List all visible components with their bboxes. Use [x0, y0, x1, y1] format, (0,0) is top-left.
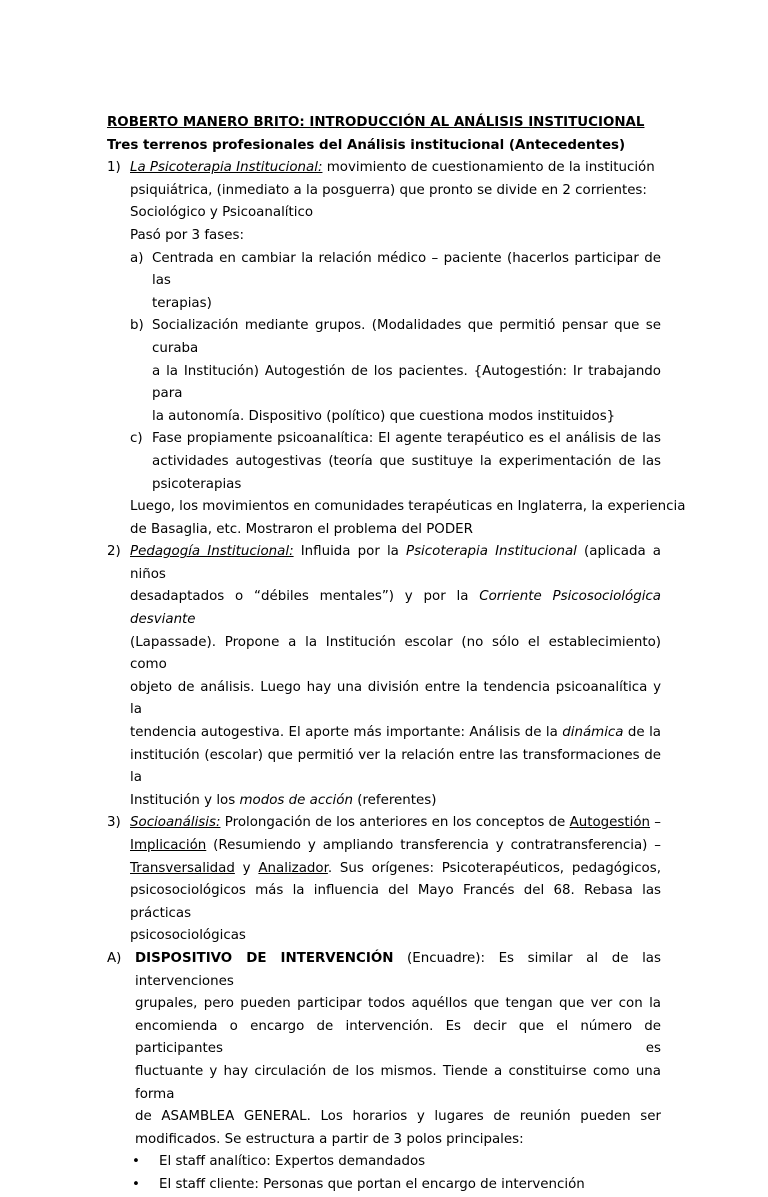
section-a-line-4: fluctuante y hay circulación de los mismos. Tiende a constituirse como una forma [135, 1063, 661, 1102]
section-a-line-5: de ASAMBLEA GENERAL. Los horarios y lugares de reunión pueden ser [135, 1109, 661, 1125]
section-1-conclusion [107, 496, 686, 541]
phase-c-line-2: actividades autogestivas (teoría que sustituye la experimentación de las [152, 453, 661, 469]
bullet-item-1 [107, 1151, 661, 1174]
section-2-line-4: objeto de análisis. Luego hay una división entre la tendencia psicoanalítica y la [130, 679, 661, 718]
section-1-line-4: Pasó por 3 fases: [130, 227, 244, 243]
section-2-line-2: desadaptados o “débiles mentales”) y por la Corriente Psicosociológica desviante [130, 589, 661, 628]
phase-c-line-3: psicoterapias [152, 476, 242, 492]
section-3-line-2: Implicación (Resumiendo y ampliando transferencia y contratransferencia) – [130, 838, 661, 853]
section-1-after-line-2: de Basaglia, etc. Mostraron el problema del PODER [130, 521, 473, 537]
document-title: ROBERTO MANERO BRITO: INTRODUCCIÓN AL ANÁLISIS INSTITUCIONAL [107, 115, 645, 130]
section-2-line-1: Pedagogía Institucional: Influida por la Psicoterapia Institucional (aplicada a niños [130, 544, 661, 582]
document-subtitle: Tres terrenos profesionales del Análisis institucional (Antecedentes) [107, 137, 626, 153]
phase-a-marker: a) [130, 250, 144, 266]
phase-c-line-1: Fase propiamente psicoanalítica: El agente terapéutico es el análisis de las [152, 431, 661, 447]
section-a-line-6: modificados. Se estructura a partir de 3 polos principales: [135, 1131, 524, 1147]
section-2 [107, 541, 661, 812]
phase-c-marker: c) [130, 431, 143, 447]
section-2-number: 2) [107, 544, 121, 560]
section-2-heading: Pedagogía Institucional: [130, 544, 294, 560]
bullet-icon: • [132, 1176, 140, 1192]
phase-a [107, 248, 661, 316]
section-3-line-4: psicosociológicos más la influencia del Mayo Francés del 68. Rebasa las prácticas [130, 883, 661, 921]
section-a-number: A) [107, 950, 122, 966]
phase-b-line-2: a la Institución) Autogestión de los pacientes. {Autogestión: Ir trabajando para [152, 363, 661, 402]
section-3-heading: Socioanálisis: [130, 815, 221, 831]
section-a-heading: DISPOSITIVO DE INTERVENCIÓN [135, 950, 394, 966]
phase-a-line-2: terapias) [152, 295, 212, 311]
bullet-item-2 [107, 1174, 661, 1197]
bullet-icon: • [132, 1154, 140, 1170]
section-1-line-2: psiquiátrica, (inmediato a la posguerra) que pronto se divide en 2 corrientes: [130, 182, 647, 198]
phase-b-line-1: Socialización mediante grupos. (Modalidades que permitió pensar que se curaba [152, 318, 661, 356]
section-3-number: 3) [107, 815, 121, 831]
section-1 [107, 157, 661, 247]
section-a-line-3: encomienda o encargo de intervención. Es decir que el número de participantes es [135, 1018, 661, 1057]
section-1-after-line-1: Luego, los movimientos en comunidades terapéuticas en Inglaterra, la experiencia [130, 499, 686, 515]
section-3-line-1: Socioanálisis: Prolongación de los anteriores en los conceptos de Autogestión – [130, 815, 661, 831]
phase-b-line-3: la autonomía. Dispositivo (político) que cuestiona modos instituidos} [152, 408, 616, 424]
section-1-number: 1) [107, 160, 121, 176]
section-1-heading: La Psicoterapia Institucional: [130, 160, 323, 176]
bullet-item-2-text: El staff cliente: Personas que portan el encargo de intervención [159, 1176, 585, 1192]
section-2-line-6: institución (escolar) que permitió ver la relación entre las transformaciones de la [130, 747, 661, 786]
phase-c [107, 428, 661, 496]
phase-a-line-1: Centrada en cambiar la relación médico – paciente (hacerlos participar de las [152, 250, 661, 289]
section-1-line-1: La Psicoterapia Institucional: movimiento de cuestionamiento de la institución [130, 160, 655, 176]
section-a-line-2: grupales, pero pueden participar todos aquéllos que tengan que ver con la [135, 996, 661, 1012]
section-1-line-3: Sociológico y Psicoanalítico [130, 205, 314, 221]
section-a [107, 948, 661, 1151]
section-2-line-3: (Lapassade). Propone a la Institución escolar (no sólo el establecimiento) como [130, 634, 661, 673]
document-body [107, 112, 686, 1197]
section-2-line-5: tendencia autogestiva. El aporte más importante: Análisis de la dinámica de la [130, 725, 661, 741]
bullet-item-1-text: El staff analítico: Expertos demandados [159, 1154, 426, 1170]
section-3-line-3: Transversalidad y Analizador. Sus orígenes: Psicoterapéuticos, pedagógicos, [130, 860, 661, 876]
section-3-line-5: psicosociológicas [130, 928, 246, 944]
phase-b-marker: b) [130, 318, 144, 334]
phase-b [107, 315, 661, 428]
section-3 [107, 812, 661, 948]
section-2-line-7: Institución y los modos de acción (referentes) [130, 792, 437, 808]
section-a-line-1: DISPOSITIVO DE INTERVENCIÓN (Encuadre): Es similar al de las intervenciones [135, 950, 661, 989]
